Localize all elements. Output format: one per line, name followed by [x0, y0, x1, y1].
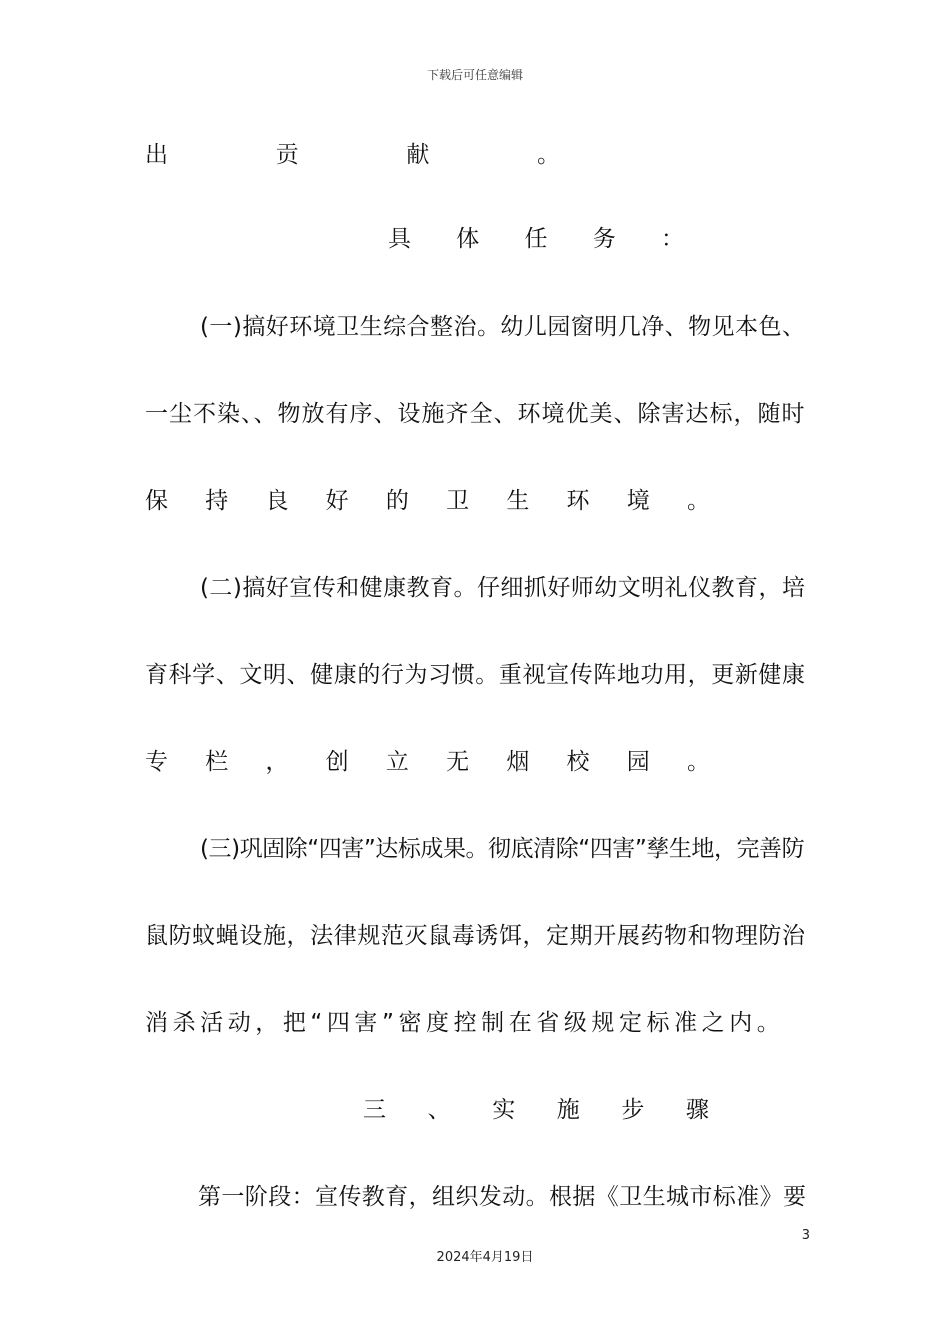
line-char: 四 — [326, 1010, 350, 1036]
line-char: 把 — [282, 1010, 306, 1036]
paragraph-1-line-3 — [145, 486, 710, 516]
page-number: 3 — [801, 1228, 810, 1243]
paragraph-2-line-3 — [145, 747, 710, 777]
line-char: 内 — [729, 1010, 753, 1036]
line-char: 规 — [591, 1010, 615, 1036]
line-char: 。 — [686, 488, 710, 514]
line-char: 烟 — [506, 749, 530, 775]
line-char: 校 — [566, 749, 590, 775]
line-char: 专 — [145, 749, 168, 775]
line-char: 贡 — [275, 142, 299, 168]
paragraph-2-line-1: (二)搞好宣传和健康教育。仔细抓好师幼文明礼仪教育，培 — [200, 575, 806, 601]
line-char: 三 — [363, 1097, 386, 1123]
line-char: 杀 — [172, 1010, 196, 1036]
line-char: 活 — [200, 1010, 224, 1036]
line-char: 生 — [506, 488, 530, 514]
line-char: 密 — [398, 1010, 422, 1036]
line-char: 出 — [145, 142, 168, 168]
line-char: 定 — [618, 1010, 642, 1036]
line-char: 具 — [388, 226, 411, 252]
line-char: 步 — [621, 1097, 645, 1123]
line-char: 控 — [453, 1010, 477, 1036]
line-char: 园 — [626, 749, 650, 775]
paragraph-1-line-1: (一)搞好环境卫生综合整治。幼儿园窗明几净、物见本色、 — [200, 314, 806, 340]
line-char: 、 — [427, 1097, 451, 1123]
page-header: 下载后可任意编辑 — [426, 68, 523, 82]
line-char: 境 — [626, 488, 650, 514]
paragraph-4-line-1: 第一阶段：宣传教育，组织发动。根据《卫生城市标准》要 — [198, 1184, 807, 1210]
line-char: 之 — [701, 1010, 725, 1036]
line-char: ， — [265, 749, 289, 775]
line-char: 施 — [556, 1097, 580, 1123]
paragraph-3-line-2: 鼠防蚊蝇设施，法律规范灭鼠毒诱饵，定期开展药物和物理防治 — [145, 923, 806, 949]
line-char: “ — [310, 1010, 323, 1036]
line-char: ： — [661, 226, 684, 252]
line-char: 持 — [205, 488, 229, 514]
line-char: 标 — [646, 1010, 670, 1036]
paragraph-3-line-1: (三)巩固除“四害”达标成果。彻底清除“四害”孳生地，完善防 — [200, 836, 805, 862]
line-char: 准 — [674, 1010, 698, 1036]
paragraph-2-line-2: 育科学、文明、健康的行为习惯。重视宣传阵地功用，更新健康 — [145, 662, 806, 688]
line-char: 务 — [592, 226, 616, 252]
heading-specific-tasks — [388, 224, 684, 254]
line-char: 消 — [145, 1010, 168, 1036]
line-char: 栏 — [205, 749, 229, 775]
line-char: 卫 — [446, 488, 470, 514]
line-char: 献 — [406, 142, 430, 168]
line-char: 骤 — [685, 1097, 709, 1123]
line-char: 保 — [145, 488, 168, 514]
line-char: 创 — [325, 749, 349, 775]
line-char: 的 — [385, 488, 409, 514]
line-char: 制 — [481, 1010, 505, 1036]
line-char: 度 — [426, 1010, 450, 1036]
line-char: 害 — [354, 1010, 378, 1036]
line-char: 省 — [536, 1010, 560, 1036]
line-char: 环 — [566, 488, 590, 514]
footer-date: 2024年4月19日 — [436, 1250, 534, 1265]
line-1 — [145, 140, 560, 170]
line-char: 实 — [492, 1097, 516, 1123]
line-char: 良 — [265, 488, 289, 514]
paragraph-3-line-3 — [145, 1008, 780, 1038]
heading-implementation-steps — [363, 1095, 709, 1125]
paragraph-1-line-2: 一尘不染、、物放有序、设施齐全、环境优美、除害达标，随时 — [145, 401, 806, 427]
line-char: 。 — [756, 1010, 780, 1036]
line-char: 任 — [524, 226, 548, 252]
line-char: 。 — [686, 749, 710, 775]
line-char: 无 — [446, 749, 470, 775]
line-char: 动 — [227, 1010, 251, 1036]
line-char: 好 — [325, 488, 349, 514]
line-char: 在 — [508, 1010, 532, 1036]
line-char: ， — [255, 1010, 279, 1036]
line-char: ” — [381, 1010, 394, 1036]
line-char: 级 — [563, 1010, 587, 1036]
line-char: 。 — [536, 142, 560, 168]
line-char: 立 — [385, 749, 409, 775]
line-char: 体 — [456, 226, 480, 252]
